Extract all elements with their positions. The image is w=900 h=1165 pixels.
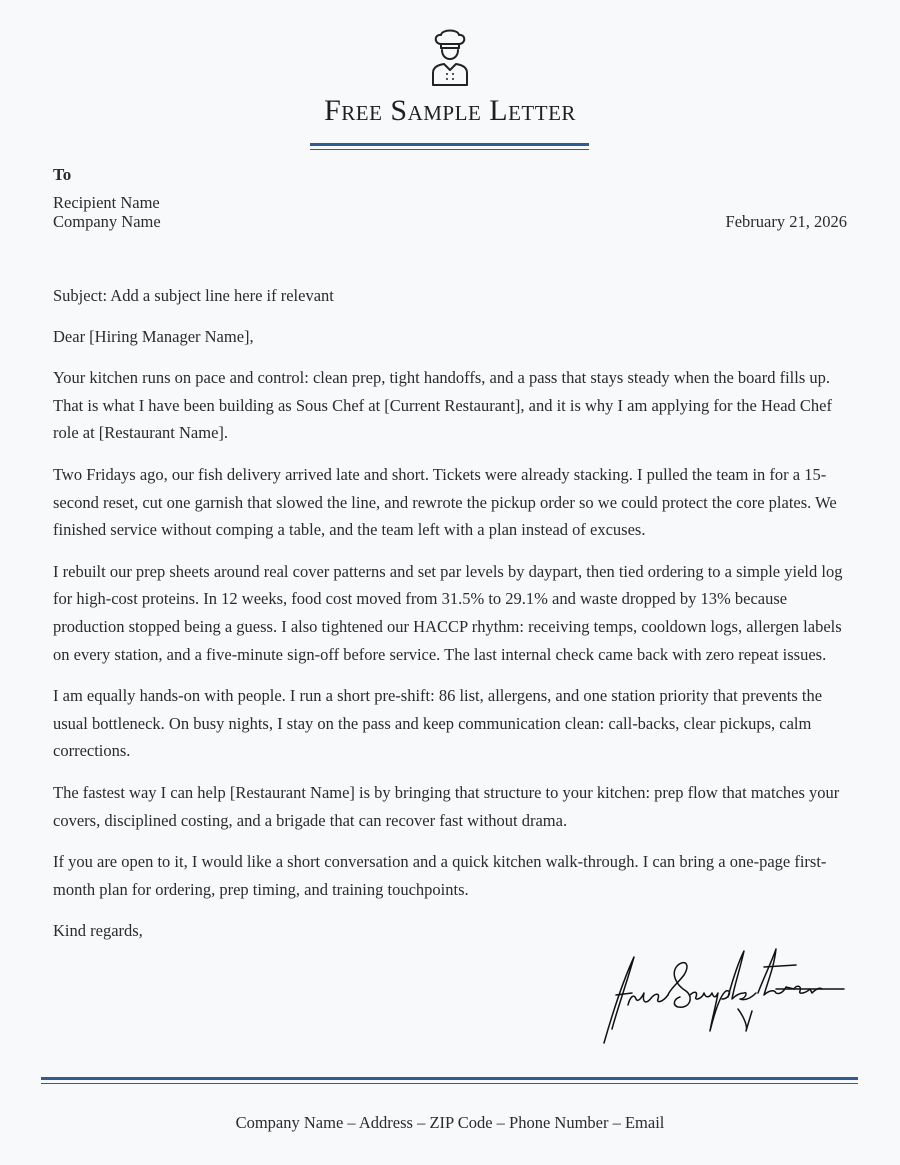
signature [598,945,848,1055]
body-paragraph: Two Fridays ago, our fish delivery arrived late and short. Tickets were already stacking. I pulled the team in for a 15-second reset, cut one garnish that slowed the line, and rewrote the pickup order so we could protect the core plates. We finished service without comping a table, and the team left with a plan instead of excuses. [53,464,837,540]
letter-body [53,282,849,959]
salutation: Dear [Hiring Manager Name], [53,326,254,346]
footer-divider [41,1077,858,1084]
body-paragraph: If you are open to it, I would like a short conversation and a quick kitchen walk-through. I can bring a one-page first-month plan for ordering, prep timing, and training touchpoints. [53,852,827,899]
logo [0,26,900,93]
body-paragraph: I rebuilt our prep sheets around real cover patterns and set par levels by daypart, then tied ordering to a simple yield log for high-cost proteins. In 12 weeks, food cost moved from 31.5% to 29.1% and waste dropped by 13% because production stopped being a guess. I also tightened our HACCP rhythm: receiving temps, cooldown logs, allergen labels on every station, and a five-minute sign-off before service. The last internal check came back with zero repeat issues. [53,561,843,664]
chef-icon [428,26,472,88]
recipient-block [53,193,161,231]
subject-line: Subject: Add a subject line here if relevant [53,286,334,305]
closing: Kind regards, [53,921,143,941]
footer-contact: Company Name – Address – ZIP Code – Phone Number – Email [235,1113,665,1132]
recipient-company: Company Name [53,212,161,231]
title-divider [310,143,589,150]
body-paragraph: The fastest way I can help [Restaurant Name] is by bringing that structure to your kitchen: prep flow that matches your covers, disciplined costing, and a brigade that can recover fast without drama. [53,782,840,830]
recipient-name: Recipient Name [53,193,160,212]
handwritten-signature [598,945,848,1050]
letter-date: February 21, 2026 [725,212,847,231]
body-paragraph: I am equally hands-on with people. I run a short pre-shift: 86 list, allergens, and one station priority that prevents the usual bottleneck. On busy nights, I stay on the pass and keep communication clean: call-backs, clear pickups, calm corrections. [53,686,823,761]
to-label: To [53,165,72,184]
body-paragraph: Your kitchen runs on pace and control: clean prep, tight handoffs, and a pass that stays steady when the board fills up. That is what I have been building as Sous Chef at [Current Restaurant], and it is why I am applying for the Head Chef role at [Restaurant Name]. [53,368,832,443]
page-title: Free Sample Letter [324,94,576,127]
